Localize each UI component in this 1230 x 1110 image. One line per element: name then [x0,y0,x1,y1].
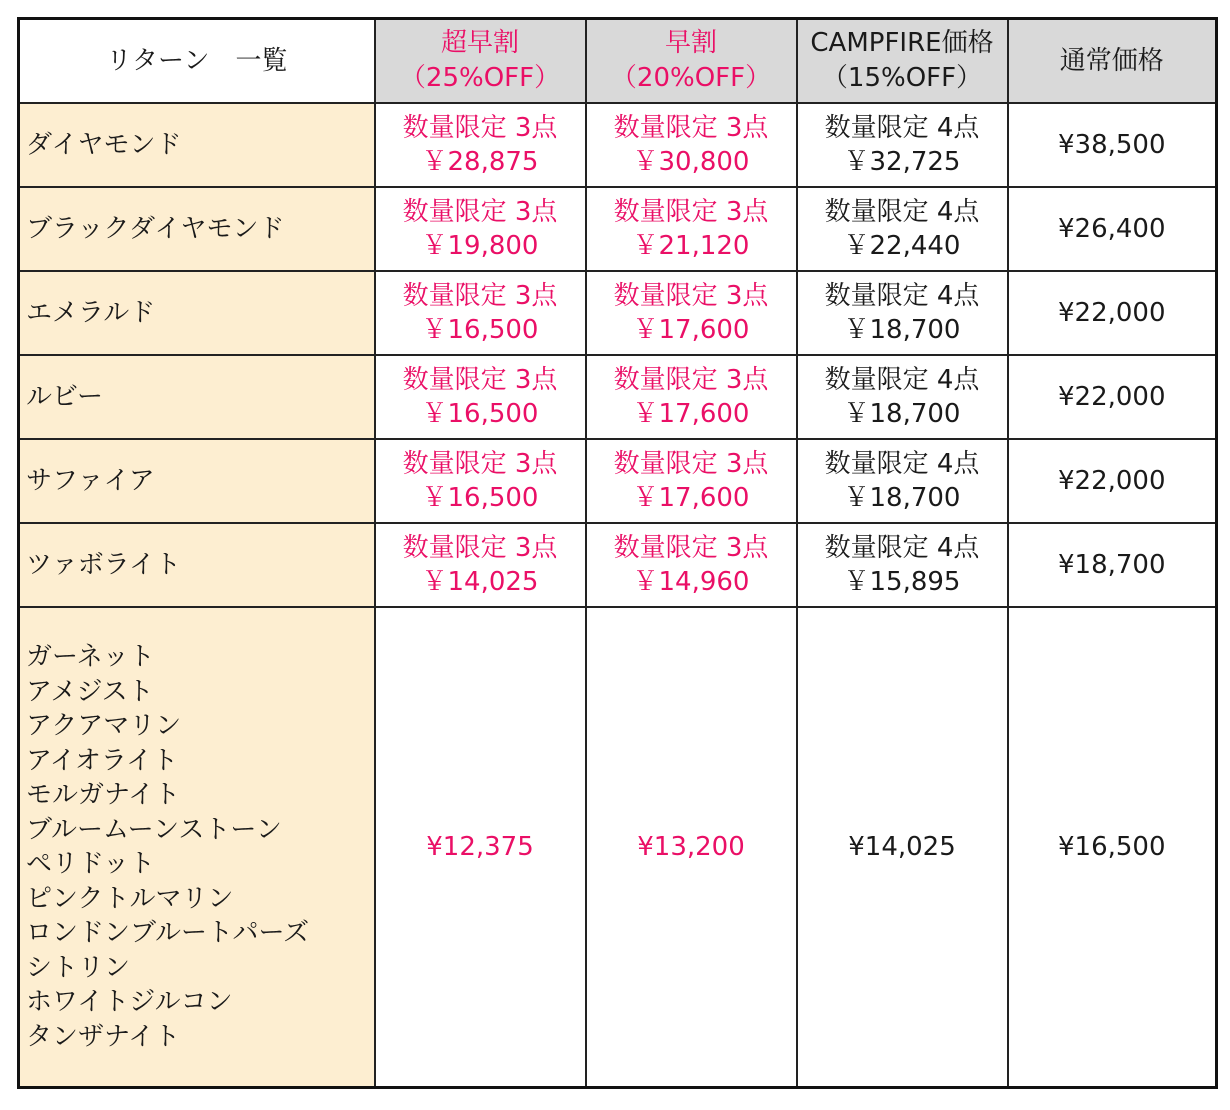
gem-name: ダイヤモンド [19,103,375,187]
gem-name: ブラックダイヤモンド [19,187,375,271]
quantity-limit: 数量限定 4点 [824,197,980,227]
quantity-limit: 数量限定 3点 [402,533,558,563]
gem-name-list [19,607,375,1088]
campfire-cell [797,355,1008,439]
quantity-limit: 数量限定 4点 [824,449,980,479]
super-early-cell [375,523,586,607]
quantity-limit: 数量限定 3点 [402,197,558,227]
super-early-cell [375,439,586,523]
campfire-cell: ¥14,025 [797,607,1008,1088]
header-return-list [19,19,375,104]
header-campfire-discount: （15%OFF） [821,63,983,93]
table-row-grouped-gems [19,607,1217,1088]
header-campfire [797,19,1008,104]
regular-price-cell: ¥38,500 [1008,103,1217,187]
price: ￥30,800 [632,147,750,177]
gem-name: ルビー [19,355,375,439]
quantity-limit: 数量限定 4点 [824,281,980,311]
header-super-early [375,19,586,104]
quantity-limit: 数量限定 3点 [402,365,558,395]
gem-name: タンザナイト [26,1021,181,1052]
super-early-cell [375,103,586,187]
campfire-cell [797,523,1008,607]
early-cell: ¥13,200 [586,607,797,1088]
returns-price-table [17,17,1218,1089]
quantity-limit: 数量限定 3点 [402,449,558,479]
price: ￥28,875 [421,147,539,177]
quantity-limit: 数量限定 4点 [824,365,980,395]
table-row [19,187,1217,271]
price: ￥16,500 [421,315,539,345]
gem-name: アイオライト [26,745,179,776]
campfire-cell [797,439,1008,523]
price: ￥14,025 [421,567,539,597]
quantity-limit: 数量限定 3点 [613,533,769,563]
table-row [19,355,1217,439]
price: ￥16,500 [421,399,539,429]
header-early [586,19,797,104]
campfire-cell [797,271,1008,355]
gem-name: シトリン [26,952,131,983]
gem-name: ブルームーンストーン [26,814,282,845]
header-regular-price-label: 通常価格 [1059,45,1164,76]
super-early-cell [375,271,586,355]
header-campfire-title: CAMPFIRE価格 [810,28,994,58]
gem-name: サファイア [19,439,375,523]
gem-name: モルガナイト [26,780,181,810]
campfire-cell [797,103,1008,187]
gem-name: ペリドット [26,849,155,879]
quantity-limit: 数量限定 3点 [613,449,769,479]
price: ￥18,700 [843,399,961,429]
quantity-limit: 数量限定 3点 [402,113,558,143]
price: ￥17,600 [632,315,750,345]
price: ￥14,960 [632,567,750,597]
early-cell [586,523,797,607]
gem-name: ピンクトルマリン [26,883,234,914]
regular-price-cell: ¥18,700 [1008,523,1217,607]
price: ￥18,700 [843,315,961,345]
quantity-limit: 数量限定 4点 [824,113,980,143]
gem-name: ガーネット [26,642,155,672]
gem-name: アメジスト [26,676,154,707]
quantity-limit: 数量限定 3点 [613,281,769,311]
quantity-limit: 数量限定 3点 [402,281,558,311]
price: ￥17,600 [632,483,750,513]
table-row [19,271,1217,355]
price: ￥22,440 [843,231,961,261]
early-cell [586,103,797,187]
quantity-limit: 数量限定 4点 [824,533,980,563]
header-regular-price [1008,19,1217,104]
regular-price-cell: ¥22,000 [1008,271,1217,355]
quantity-limit: 数量限定 3点 [613,365,769,395]
super-early-cell: ¥12,375 [375,607,586,1088]
price: ￥19,800 [421,231,539,261]
super-early-cell [375,187,586,271]
quantity-limit: 数量限定 3点 [613,113,769,143]
price: ￥15,895 [843,567,961,597]
header-return-list-label: リターン 一覧 [106,45,288,76]
early-cell [586,187,797,271]
early-cell [586,355,797,439]
gem-name: アクアマリン [26,711,182,741]
header-early-discount: （20%OFF） [610,63,772,93]
gem-name: エメラルド [19,271,375,355]
regular-price-cell: ¥26,400 [1008,187,1217,271]
table-row [19,523,1217,607]
gem-name: ホワイトジルコン [26,987,233,1017]
regular-price-cell: ¥16,500 [1008,607,1217,1088]
price: ￥16,500 [421,483,539,513]
header-row [19,19,1217,104]
gem-name: ツァボライト [19,523,375,607]
header-super-early-title: 超早割 [440,28,519,58]
price: ￥32,725 [843,147,961,177]
price: ￥17,600 [632,399,750,429]
header-super-early-discount: （25%OFF） [399,63,561,93]
table-row [19,439,1217,523]
table-row [19,103,1217,187]
early-cell [586,439,797,523]
early-cell [586,271,797,355]
price: ￥21,120 [632,231,750,261]
quantity-limit: 数量限定 3点 [613,197,769,227]
regular-price-cell: ¥22,000 [1008,439,1217,523]
super-early-cell [375,355,586,439]
regular-price-cell: ¥22,000 [1008,355,1217,439]
header-early-title: 早割 [664,28,717,58]
price: ￥18,700 [843,483,961,513]
campfire-cell [797,187,1008,271]
gem-name: ロンドンブルートパーズ [26,918,310,948]
